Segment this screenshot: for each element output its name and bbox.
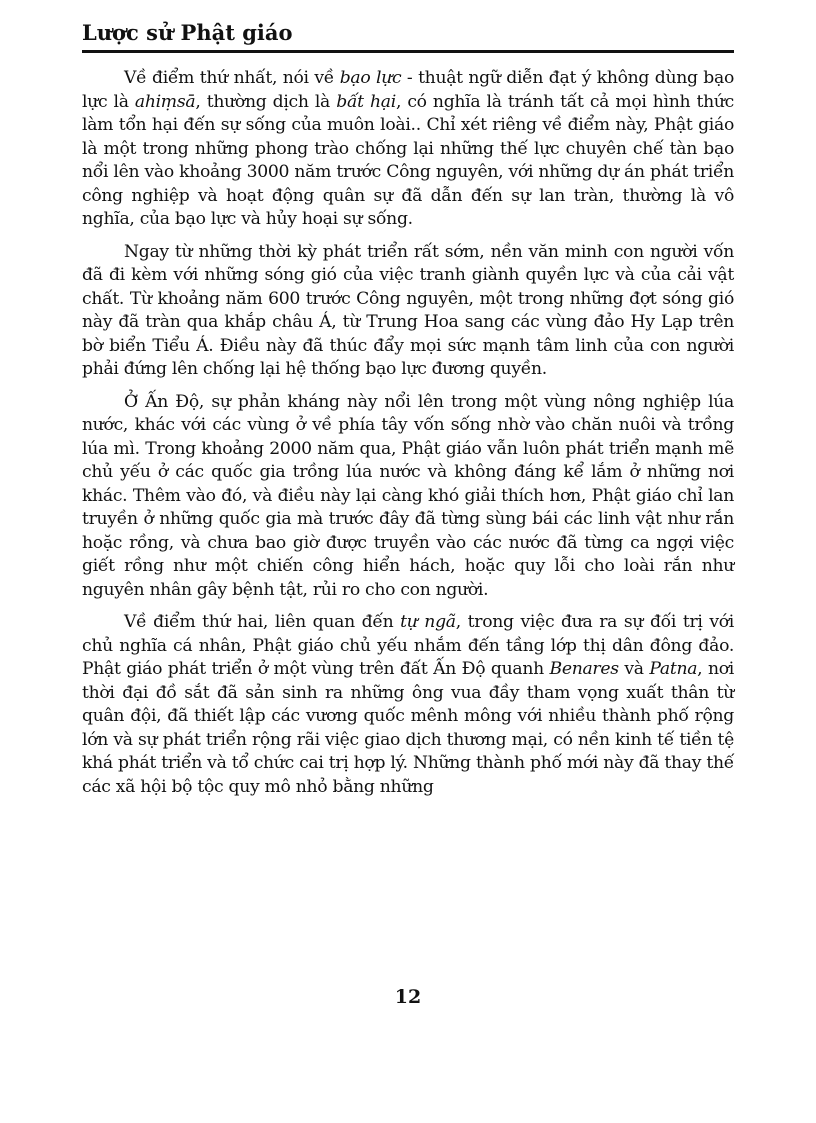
paragraph-1 — [82, 67, 734, 232]
page-number: 12 — [394, 986, 422, 1008]
book-page — [82, 18, 734, 808]
paragraph-4 — [82, 611, 734, 799]
text-run: , nơi thời đại đồ sắt đã sản sinh ra những ông vua đầy tham vọng xuất thân từ quân đội, đã thiết lập các vương quốc mênh mông với nhiều thành phố rộng lớn và sự phát triển rộng rãi việc giao dịch thương mại, có nền kinh tế tiền tệ khá phát triển và tổ chức cai trị hợp lý. Những thành phố mới này đã thay thế các xã hội bộ tộc quy mô nhỏ bằng những — [82, 659, 734, 797]
text-run: Về điểm thứ nhất, nói về — [124, 68, 340, 88]
italic-term: Benares — [549, 659, 619, 679]
text-run: - thuật ngữ diễn đạt ý không dùng bạo lực là — [82, 68, 735, 112]
body-text — [82, 67, 734, 799]
italic-term: Patna — [649, 659, 698, 679]
text-run: và — [618, 659, 650, 679]
text-run: , trong việc đưa ra sự đối trị với chủ nghĩa cá nhân, Phật giáo chủ yếu nhắm đến tầng lớp thị dân đông đảo. Phật giáo phát triển ở một vùng trên đất Ấn Độ quanh — [82, 612, 734, 679]
paragraph-3 — [82, 391, 734, 603]
text-run: Về điểm thứ hai, liên quan đến — [124, 612, 401, 632]
italic-term: tự ngã — [400, 612, 456, 632]
text-run: Ngay từ những thời kỳ phát triển rất sớm, nền văn minh con người vốn đã đi kèm với những sóng gió của việc tranh giành quyền lực và của cải vật chất. Từ khoảng năm 600 trước Công nguyên, một trong những đợt sóng gió này đã tràn qua khắp châu Á, từ Trung Hoa sang các vùng đảo Hy Lạp trên bờ biển Tiểu Á. Điều này đã thúc đẩy mọi sức mạnh tâm linh của con người phải đứng lên chống lại hệ thống bạo lực đương quyền. — [82, 241, 734, 379]
text-run: , có nghĩa là tránh tất cả mọi hình thức làm tổn hại đến sự sống của muôn loài.. Chỉ xét riêng về điểm này, Phật giáo là một trong những phong trào chống lại những thế lực chuyên chế tàn bạo nổi lên vào khoảng 3000 năm trước Công nguyên, với những dự án phát triển công nghiệp và hoạt động quân sự đã dẫn đến sự lan tràn, thường là vô nghĩa, của bạo lực và hủy hoại sự sống. — [82, 91, 734, 229]
italic-term: ahiṃsā — [134, 91, 196, 112]
paragraph-2 — [82, 241, 734, 382]
running-header-title: Lược sử Phật giáo — [82, 18, 734, 53]
italic-term: bạo lực — [339, 68, 402, 88]
text-run: , thường dịch là — [195, 91, 337, 112]
text-run: Ở Ấn Độ, sự phản kháng này nổi lên trong một vùng nông nghiệp lúa nước, khác với các vùng ở về phía tây vốn sống nhờ vào chăn nuôi và trồng lúa mì. Trong khoảng 2000 năm qua, Phật giáo vẫn luôn phát triển mạnh mẽ chủ yếu ở các quốc gia trồng lúa nước và không đáng kể lắm ở những nơi khác. Thêm vào đó, và điều này lại càng khó giải thích hơn, Phật giáo chỉ lan truyền ở những quốc gia mà trước đây đã từng sùng bái các linh vật như rắn hoặc rồng, và chưa bao giờ được truyền vào các nước đã từng ca ngợi việc giết rồng như một chiến công hiển hách, hoặc quy lỗi cho loài rắn như nguyên nhân gây bệnh tật, rủi ro cho con người. — [82, 391, 734, 600]
italic-term: bất hại — [336, 91, 396, 112]
